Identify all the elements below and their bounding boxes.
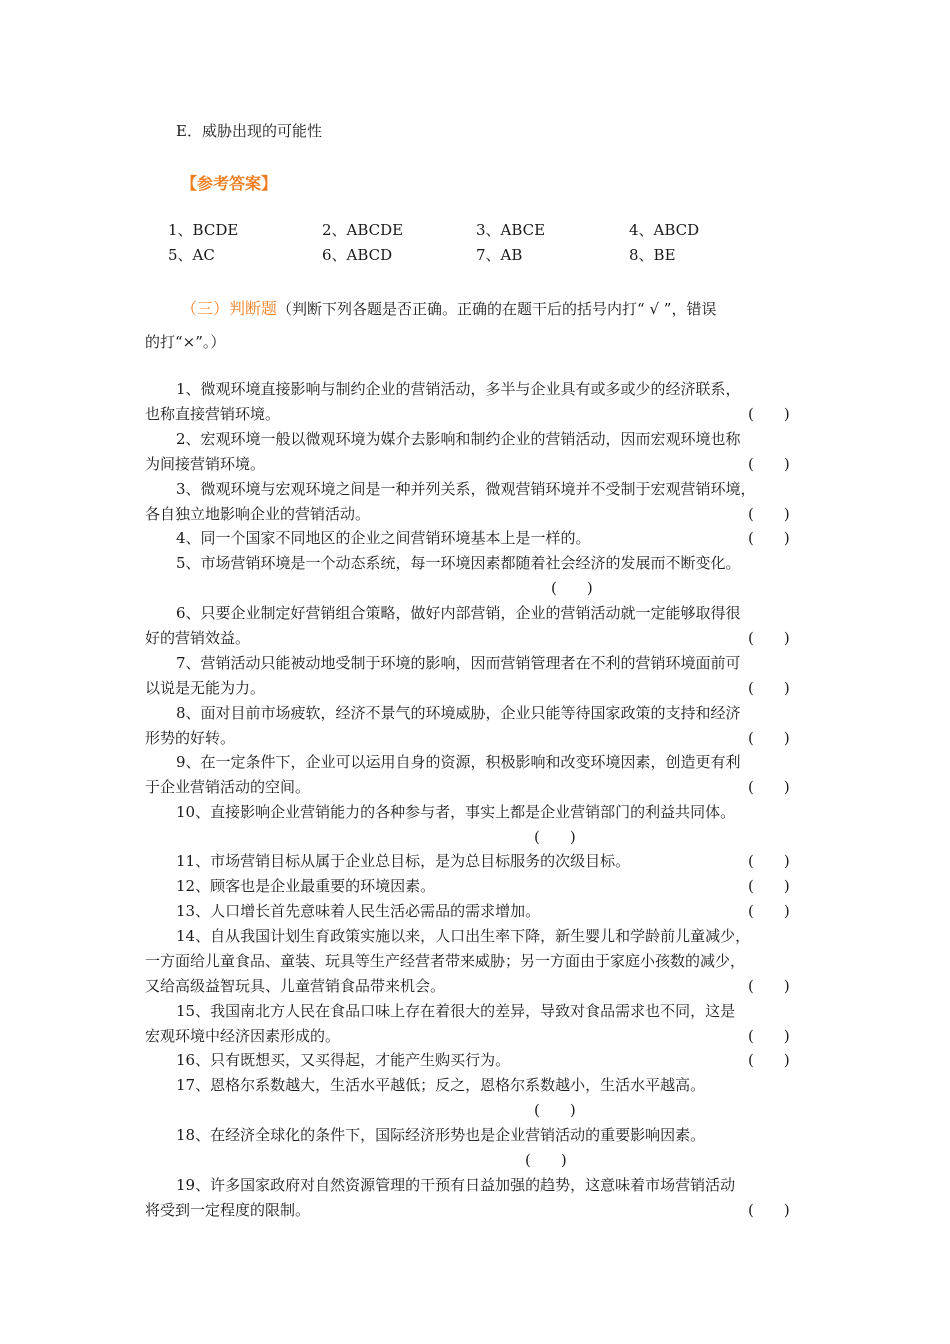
question-line: 也称直接营销环境。	[145, 405, 281, 423]
answers-heading: 【参考答案】	[181, 174, 278, 193]
answer-blank[interactable]: ( )	[525, 1151, 567, 1169]
answer-blank[interactable]: ( )	[748, 852, 790, 870]
section-heading	[181, 299, 716, 319]
answer-blank[interactable]: ( )	[748, 977, 790, 995]
question-line: 将受到一定程度的限制。	[145, 1201, 311, 1219]
question-line: 9、在一定条件下，企业可以运用自身的资源，积极影响和改变环境因素，创造更有利	[176, 753, 741, 771]
question-line: 18、在经济全球化的条件下，国际经济形势也是企业营销活动的重要影响因素。	[176, 1126, 706, 1144]
question-line: 13、人口增长首先意味着人民生活必需品的需求增加。	[176, 902, 541, 920]
question-line: 16、只有既想买，又买得起，才能产生购买行为。	[176, 1051, 511, 1069]
question-line: 8、面对目前市场疲软，经济不景气的环境威胁，企业只能等待国家政策的支持和经济	[176, 704, 741, 722]
question-line: 于企业营销活动的空间。	[145, 778, 311, 796]
question-line: 14、自从我国计划生育政策实施以来，人口出生率下降，新生婴儿和学龄前儿童减少，	[176, 927, 751, 945]
answer-blank[interactable]: ( )	[748, 1051, 790, 1069]
answer-blank[interactable]: ( )	[534, 828, 576, 846]
answer-blank[interactable]: ( )	[748, 679, 790, 697]
answer-item: 6、ABCD	[322, 246, 393, 264]
question-line: 又给高级益智玩具、儿童营销食品带来机会。	[145, 977, 446, 995]
answer-item: 3、ABCE	[476, 221, 546, 239]
question-line: 11、市场营销目标从属于企业总目标，是为总目标服务的次级目标。	[176, 852, 631, 870]
section-instruction-cont: 的打“×”。）	[145, 333, 226, 351]
answer-blank[interactable]: ( )	[748, 405, 790, 423]
answer-item: 7、AB	[476, 246, 523, 264]
question-line: 7、营销活动只能被动地受制于环境的影响，因而营销管理者在不利的营销环境面前可	[176, 654, 741, 672]
answer-blank[interactable]: ( )	[748, 529, 790, 547]
question-line: 12、顾客也是企业最重要的环境因素。	[176, 877, 436, 895]
question-line: 宏观环境中经济因素形成的。	[145, 1027, 341, 1045]
answer-item: 1、BCDE	[168, 221, 239, 239]
answer-item: 5、AC	[168, 246, 215, 264]
answer-blank[interactable]: ( )	[748, 729, 790, 747]
answer-blank[interactable]: ( )	[748, 505, 790, 523]
question-line: 为间接营销环境。	[145, 455, 266, 473]
question-line: 各自独立地影响企业的营销活动。	[145, 505, 371, 523]
question-line: 以说是无能为力。	[145, 679, 266, 697]
question-line: 5、市场营销环境是一个动态系统，每一环境因素都随着社会经济的发展而不断变化。	[176, 554, 741, 572]
answer-blank[interactable]: ( )	[748, 1027, 790, 1045]
answer-item: 2、ABCDE	[322, 221, 404, 239]
question-line: 10、直接影响企业营销能力的各种参与者，事实上都是企业营销部门的利益共同体。	[176, 803, 736, 821]
answer-item: 8、BE	[629, 246, 676, 264]
question-line: 4、同一个国家不同地区的企业之间营销环境基本上是一样的。	[176, 529, 591, 547]
question-line: 15、我国南北方人民在食品口味上存在着很大的差异，导致对食品需求也不同，这是	[176, 1002, 736, 1020]
question-line: 19、许多国家政府对自然资源管理的干预有日益加强的趋势，这意味着市场营销活动	[176, 1176, 736, 1194]
question-line: 17、恩格尔系数越大，生活水平越低；反之，恩格尔系数越小，生活水平越高。	[176, 1076, 706, 1094]
section-title: （三）判断题	[181, 299, 278, 318]
question-line: 3、微观环境与宏观环境之间是一种并列关系，微观营销环境并不受制于宏观营销环境，	[176, 480, 756, 498]
question-line: 形势的好转。	[145, 729, 236, 747]
answer-blank[interactable]: ( )	[748, 1201, 790, 1219]
question-line: 好的营销效益。	[145, 629, 251, 647]
question-line: 6、只要企业制定好营销组合策略，做好内部营销，企业的营销活动就一定能够取得很	[176, 604, 741, 622]
answer-blank[interactable]: ( )	[748, 877, 790, 895]
answer-item: 4、ABCD	[629, 221, 700, 239]
question-line: 1、微观环境直接影响与制约企业的营销活动，多半与企业具有或多或少的经济联系，	[176, 380, 741, 398]
option-e: E．威胁出现的可能性	[176, 122, 322, 140]
answer-blank[interactable]: ( )	[534, 1101, 576, 1119]
answer-blank[interactable]: ( )	[551, 579, 593, 597]
answer-blank[interactable]: ( )	[748, 455, 790, 473]
answer-blank[interactable]: ( )	[748, 902, 790, 920]
question-line: 2、宏观环境一般以微观环境为媒介去影响和制约企业的营销活动，因而宏观环境也称	[176, 430, 741, 448]
answer-blank[interactable]: ( )	[748, 629, 790, 647]
question-line: 一方面给儿童食品、童装、玩具等生产经营者带来威胁；另一方面由于家庭小孩数的减少，	[145, 952, 746, 970]
section-instruction: （判断下列各题是否正确。正确的在题干后的括号内打“ √ ”，错误	[277, 300, 717, 318]
answer-blank[interactable]: ( )	[748, 778, 790, 796]
